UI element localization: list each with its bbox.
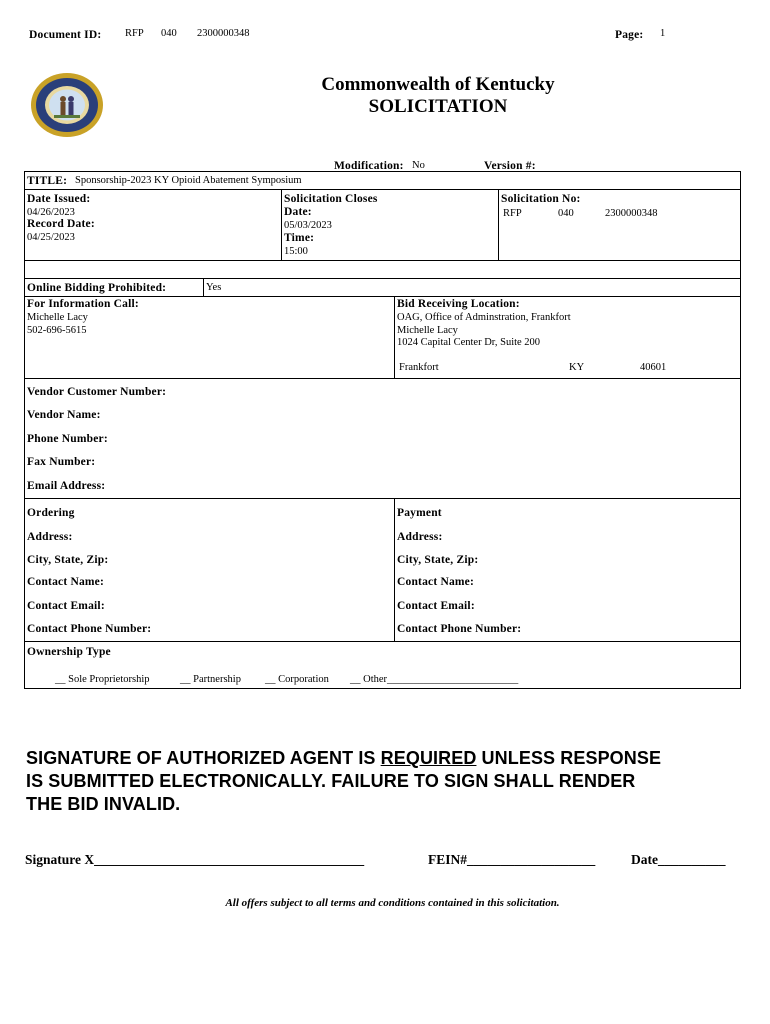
title-value: Sponsorship-2023 KY Opioid Abatement Symposium xyxy=(75,175,302,186)
bid-location-label: Bid Receiving Location: xyxy=(397,298,520,310)
vendor-name-label: Vendor Name: xyxy=(27,409,101,421)
vendor-customer-number-label: Vendor Customer Number: xyxy=(27,386,167,398)
fein-field[interactable]: FEIN#___________________ xyxy=(428,852,596,867)
document-number: 2300000348 xyxy=(197,28,250,39)
info-call-label: For Information Call: xyxy=(27,298,139,310)
ownership-partnership[interactable]: __ Partnership xyxy=(180,674,241,685)
payment-city-label: City, State, Zip: xyxy=(397,554,479,566)
payment-contact-name-label: Contact Name: xyxy=(397,576,475,588)
info-contact-phone: 502-696-5615 xyxy=(27,325,87,336)
page-number: 1 xyxy=(660,28,666,39)
modification-label: Modification: xyxy=(334,160,404,172)
org-title: Commonwealth of Kentucky xyxy=(321,74,555,95)
document-type: RFP xyxy=(125,28,144,39)
bid-location-line1: OAG, Office of Adminstration, Frankfort xyxy=(397,312,571,323)
closes-date-value: 05/03/2023 xyxy=(284,220,332,231)
vendor-email-label: Email Address: xyxy=(27,480,106,492)
online-bidding-value: Yes xyxy=(206,282,222,293)
ordering-title: Ordering xyxy=(27,507,75,519)
date-field[interactable]: Date__________ xyxy=(631,852,726,867)
closes-time-value: 15:00 xyxy=(284,246,308,257)
closes-time-label: Time: xyxy=(284,232,315,244)
record-date-label: Record Date: xyxy=(27,218,95,230)
solicitation-dept: 040 xyxy=(558,208,574,219)
date-issued-label: Date Issued: xyxy=(27,193,91,205)
ownership-title: Ownership Type xyxy=(27,646,111,658)
bid-location-zip: 40601 xyxy=(640,362,667,373)
bid-location-line3: 1024 Capital Center Dr, Suite 200 xyxy=(397,337,541,348)
info-contact-name: Michelle Lacy xyxy=(27,312,88,323)
payment-contact-email-label: Contact Email: xyxy=(397,600,475,612)
page-label: Page: xyxy=(615,29,644,41)
solicitation-closes-label: Solicitation Closes xyxy=(284,193,378,205)
document-title: SOLICITATION xyxy=(368,96,508,117)
bid-location-city: Frankfort xyxy=(399,362,439,373)
document-id-label: Document ID: xyxy=(29,29,102,41)
ownership-corporation[interactable]: __ Corporation xyxy=(265,674,329,685)
modification-value: No xyxy=(412,160,425,171)
solicitation-type: RFP xyxy=(503,208,522,219)
ownership-sole-proprietorship[interactable]: __ Sole Proprietorship xyxy=(55,674,150,685)
vendor-phone-label: Phone Number: xyxy=(27,433,108,445)
payment-title: Payment xyxy=(397,507,442,519)
title-label: TITLE: xyxy=(27,175,68,187)
ownership-other[interactable]: __ Other_________________________ xyxy=(350,674,519,685)
closes-date-label: Date: xyxy=(284,206,312,218)
ordering-contact-name-label: Contact Name: xyxy=(27,576,105,588)
online-bidding-label: Online Bidding Prohibited: xyxy=(27,282,167,294)
kentucky-seal-icon xyxy=(30,72,104,138)
payment-address-label: Address: xyxy=(397,531,443,543)
payment-contact-phone-label: Contact Phone Number: xyxy=(397,623,522,635)
date-issued-value: 04/26/2023 xyxy=(27,207,75,218)
record-date-value: 04/25/2023 xyxy=(27,232,75,243)
solicitation-number: 2300000348 xyxy=(605,208,658,219)
ordering-contact-phone-label: Contact Phone Number: xyxy=(27,623,152,635)
bid-location-line2: Michelle Lacy xyxy=(397,325,458,336)
version-label: Version #: xyxy=(484,160,536,172)
bid-location-state: KY xyxy=(569,362,585,373)
signature-notice: SIGNATURE OF AUTHORIZED AGENT IS REQUIRED UNLESS RESPONSE IS SUBMITTED ELECTRONICALLY. FAILURE TO SIGN SHALL RENDER THE BID INVALID. xyxy=(26,748,662,814)
terms-footer: All offers subject to all terms and conditions contained in this solicitation. xyxy=(225,897,560,909)
ordering-city-label: City, State, Zip: xyxy=(27,554,109,566)
solicitation-no-label: Solicitation No: xyxy=(501,193,581,205)
ordering-contact-email-label: Contact Email: xyxy=(27,600,105,612)
document-dept: 040 xyxy=(161,28,177,39)
solicitation-form xyxy=(24,171,741,689)
ordering-address-label: Address: xyxy=(27,531,73,543)
required-word: REQUIRED xyxy=(380,748,477,768)
signature-field[interactable]: Signature X________________________________________ xyxy=(25,852,365,867)
vendor-fax-label: Fax Number: xyxy=(27,456,96,468)
